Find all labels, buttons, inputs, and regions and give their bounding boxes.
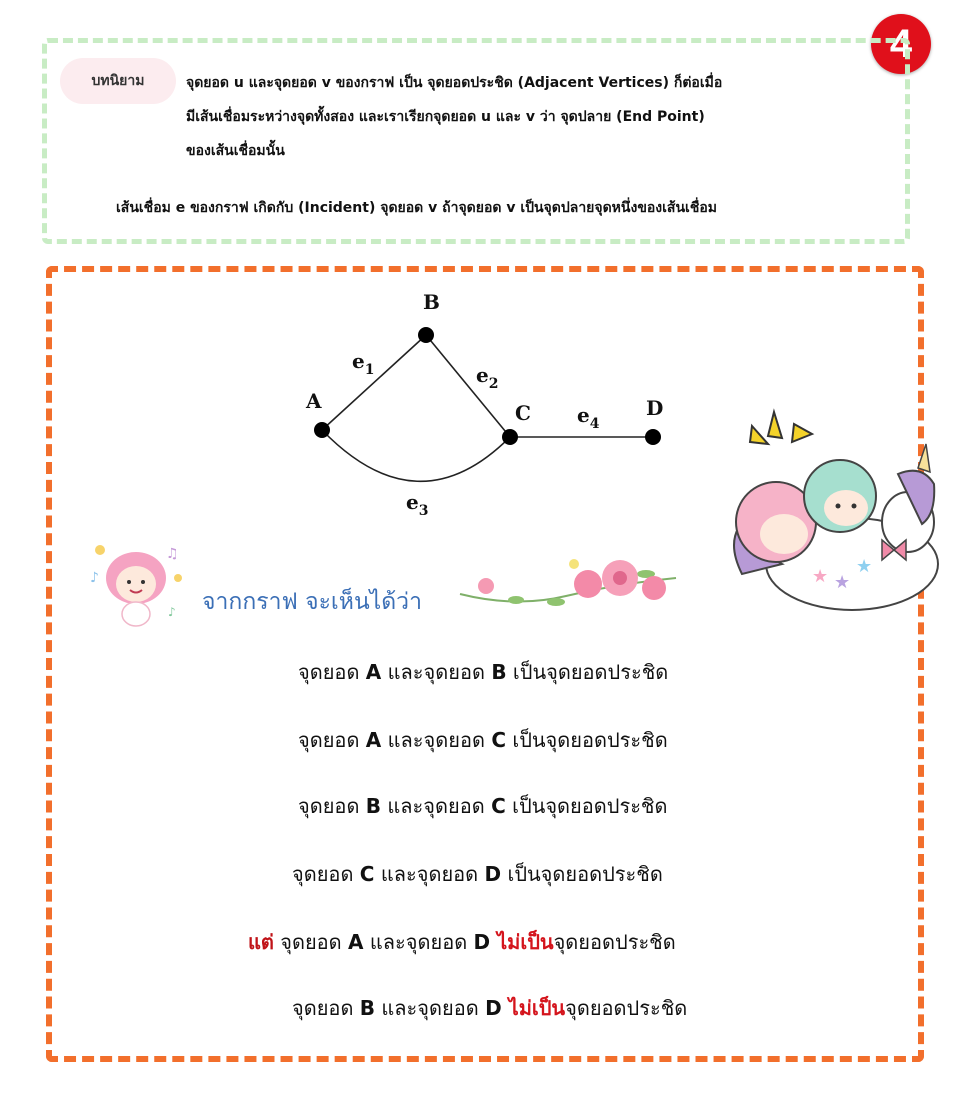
adjacency-statement: จุดยอด B และจุดยอด C เป็นจุดยอดประชิด <box>298 794 668 818</box>
edge-label-e4: $e_4$ <box>577 403 600 432</box>
svg-text:★: ★ <box>856 556 873 577</box>
svg-text:♪: ♪ <box>90 570 99 586</box>
svg-text:★: ★ <box>834 572 851 593</box>
svg-text:♪: ♪ <box>168 605 176 619</box>
edge-label-e3: $e_3$ <box>406 490 429 519</box>
edge-label-e2: $e_2$ <box>476 363 499 392</box>
vertex-c <box>502 429 518 445</box>
adjacency-statement: จุดยอด A และจุดยอด C เป็นจุดยอดประชิด <box>298 728 668 752</box>
non-adjacency-statement: จุดยอด B และจุดยอด D ไม่เป็นจุดยอดประชิด <box>292 996 688 1020</box>
observation-title: จากกราฟ จะเห็นได้ว่า <box>202 589 423 615</box>
vertex-label-d: D <box>646 396 664 420</box>
definition-line: มีเส้นเชื่อมระหว่างจุดทั้งสอง และเราเรียกจุดยอด u และ v ว่า จุดปลาย (End Point) <box>186 109 705 125</box>
edge-e3 <box>322 430 510 481</box>
rose-branch-decoration <box>456 548 680 614</box>
incident-definition: เส้นเชื่อม e ของกราฟ เกิดกับ (Incident) จุดยอด v ถ้าจุดยอด v เป็นจุดปลายจุดหนึ่งของเส้นเชื่อม <box>116 200 717 216</box>
graph-diagram <box>298 284 668 524</box>
svg-text:★: ★ <box>812 566 829 587</box>
svg-text:♫: ♫ <box>166 546 179 562</box>
definition-line: จุดยอด u และจุดยอด v ของกราฟ เป็น จุดยอดประชิด (Adjacent Vertices) ก็ต่อเมื่อ <box>186 75 723 91</box>
page-number-badge: 4 <box>871 14 931 74</box>
edge-e1 <box>322 335 426 430</box>
definition-label: บทนิยาม <box>60 58 176 104</box>
girl-character-sticker <box>86 538 186 630</box>
vertex-label-c: C <box>515 401 531 425</box>
vertex-label-b: B <box>423 290 440 314</box>
adjacency-statement: จุดยอด A และจุดยอด B เป็นจุดยอดประชิด <box>298 660 669 684</box>
vertex-label-a: A <box>306 389 322 413</box>
edge-label-e1: $e_1$ <box>352 349 375 378</box>
adjacency-statement: จุดยอด C และจุดยอด D เป็นจุดยอดประชิด <box>292 862 663 886</box>
non-adjacency-statement: แต่ จุดยอด A และจุดยอด D ไม่เป็นจุดยอดประชิด <box>248 930 676 954</box>
vertex-b <box>418 327 434 343</box>
vertex-d <box>645 429 661 445</box>
definition-line: ของเส้นเชื่อมนั้น <box>186 143 285 159</box>
vertex-a <box>314 422 330 438</box>
definition-text <box>186 66 866 168</box>
twin-stars-unicorn-sticker <box>722 404 950 630</box>
